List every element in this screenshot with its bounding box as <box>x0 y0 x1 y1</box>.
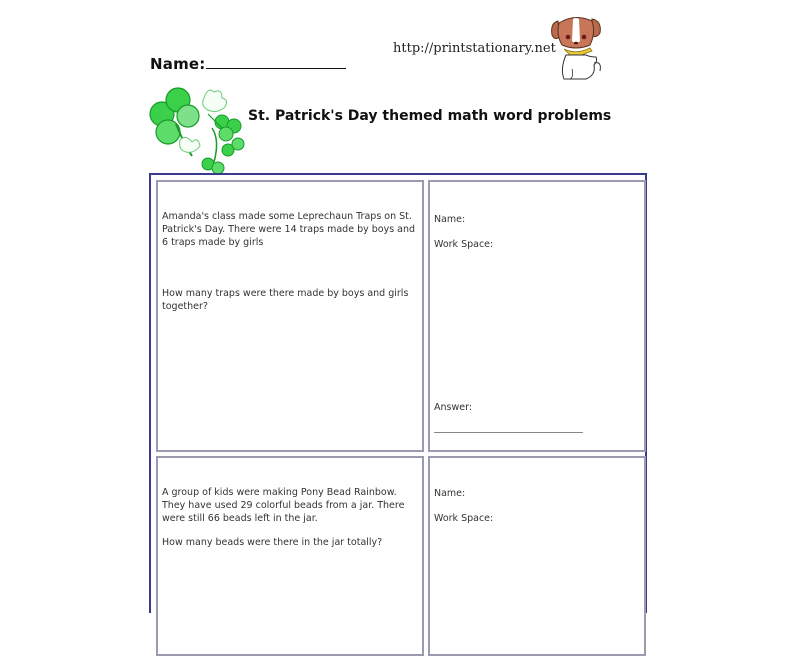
problem-2-work-space-label: Work Space: <box>434 513 494 524</box>
problem-1-prompt: How many traps were there made by boys and girls together? <box>162 288 409 312</box>
problem-2-answer-cell <box>428 456 646 656</box>
problem-1-work-space-label: Work Space: <box>434 239 494 250</box>
student-name-blank-line <box>206 54 346 69</box>
problem-1-answer-line <box>434 432 583 433</box>
shamrock-icon <box>148 84 248 176</box>
problem-1-answer-label: Answer: <box>434 402 473 413</box>
problem-1-question-cell <box>156 180 424 452</box>
page-title: St. Patrick's Day themed math word problems <box>248 108 612 124</box>
problem-1-text: Amanda's class made some Leprechaun Traps on St. Patrick's Day. There were 14 traps made by boys and 6 traps made by girls <box>162 211 416 248</box>
problem-2-text: A group of kids were making Pony Bead Rainbow. They have used 29 colorful beads from a jar. There were still 66 beads left in the jar. <box>162 487 405 524</box>
student-name-field <box>150 54 346 73</box>
problem-1-name-label: Name: <box>434 214 466 225</box>
problem-2-prompt: How many beads were there in the jar totally? <box>162 537 383 548</box>
problem-2-question-cell <box>156 456 424 656</box>
puppy-icon <box>546 13 606 83</box>
problem-2-name-label: Name: <box>434 488 466 499</box>
problem-1-answer-cell <box>428 180 646 452</box>
student-name-label: Name: <box>150 55 206 73</box>
site-url: http://printstationary.net <box>393 41 556 56</box>
worksheet-table <box>149 173 647 613</box>
